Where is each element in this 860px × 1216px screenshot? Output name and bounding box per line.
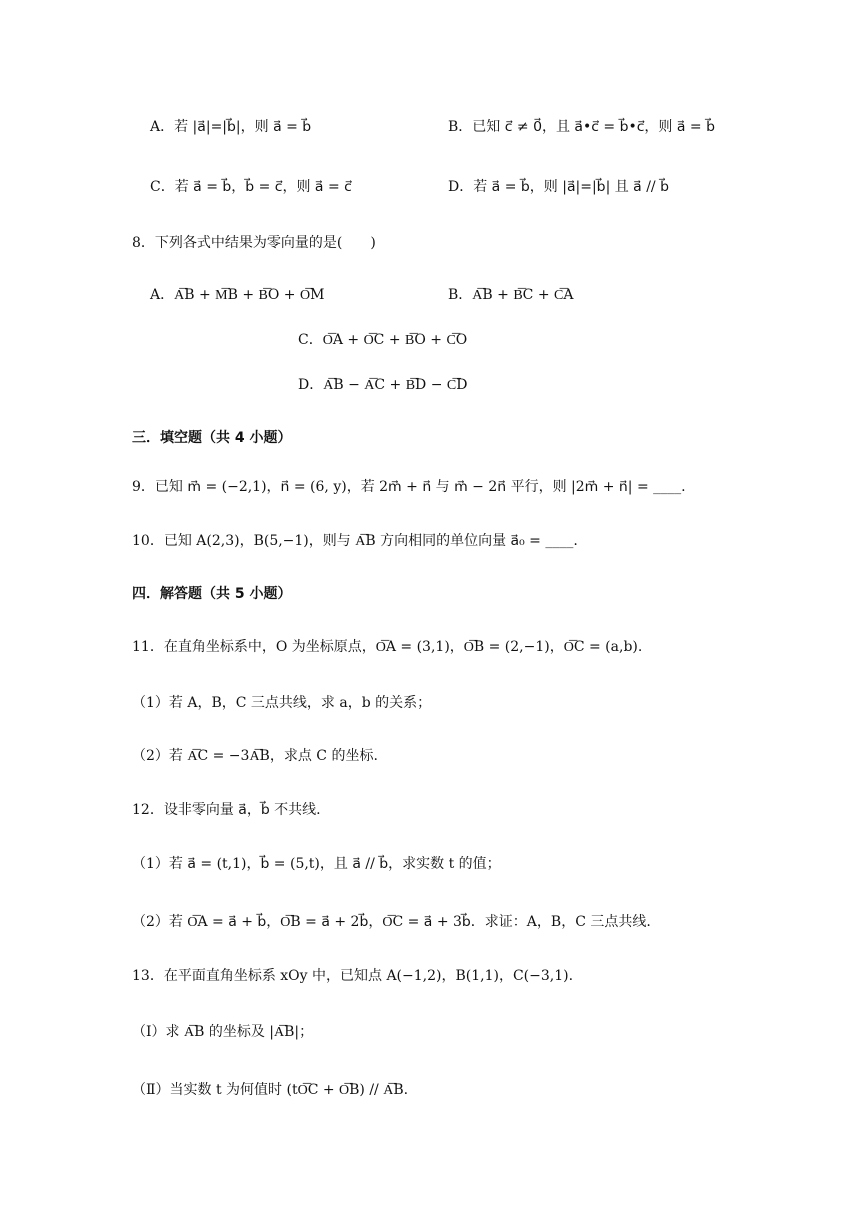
- q13-stem: 13．在平面直角坐标系 xOy 中，已知点 A(−1,2)，B(1,1)，C(−3,1).: [132, 968, 574, 984]
- q12-part-1: （1）若 a⃗ = (t,1)，b⃗ = (5,t)，且 a⃗ // b⃗，求实数 t 的值；: [132, 856, 501, 872]
- q13-part-2: （Ⅱ）当实数 t 为何值时 (tO͞C + O͞B) // A͞B.: [132, 1082, 409, 1098]
- q8-option-c: C．O͞A + O͞C + B͞O + C͞O: [298, 332, 468, 348]
- q8-stem: 8．下列各式中结果为零向量的是( ): [132, 235, 376, 251]
- q7-option-b: B．已知 c⃗ ≠ 0⃗，且 a⃗•c⃗ = b⃗•c⃗，则 a⃗ = b⃗: [448, 119, 715, 135]
- q7-option-d: D．若 a⃗ = b⃗，则 |a⃗|=|b⃗| 且 a⃗ // b⃗: [448, 179, 669, 195]
- q11-part-1: （1）若 A，B，C 三点共线，求 a，b 的关系；: [132, 695, 432, 711]
- q8-option-d: D．A͞B − A͞C + B͞D − C͞D: [298, 377, 468, 393]
- q8-option-a: A．A͞B + M͞B + B͞O + O͞M: [150, 287, 325, 303]
- q12-stem: 12．设非零向量 a⃗，b⃗ 不共线.: [132, 802, 321, 818]
- q11-part-2: （2）若 A͞C = −3A͞B，求点 C 的坐标.: [132, 748, 378, 764]
- q11-stem: 11．在直角坐标系中，O 为坐标原点，O͞A = (3,1)，O͞B = (2,−1)，O͞C = (a,b).: [132, 639, 643, 655]
- q10-text: 10．已知 A(2,3)，B(5,−1)，则与 A͞B 方向相同的单位向量 a⃗₀ = ____.: [132, 533, 578, 549]
- q7-option-c: C．若 a⃗ = b⃗，b⃗ = c⃗，则 a⃗ = c⃗: [150, 179, 352, 195]
- q13-part-1: （Ⅰ）求 A͞B 的坐标及 |A͞B|；: [132, 1024, 314, 1040]
- q8-option-b: B．A͞B + B͞C + C͞A: [448, 287, 574, 303]
- section-heading-fill-blank: 三．填空题（共 4 小题）: [132, 430, 292, 446]
- q7-option-a: A．若 |a⃗|=|b⃗|，则 a⃗ = b⃗: [150, 119, 312, 135]
- q9-text: 9．已知 m⃗ = (−2,1)，n⃗ = (6, y)，若 2m⃗ + n⃗ 与 m⃗ − 2n⃗ 平行，则 |2m⃗ + n⃗| = ____.: [132, 479, 686, 495]
- q12-part-2: （2）若 O͞A = a⃗ + b⃗，O͞B = a⃗ + 2b⃗，O͞C = a⃗ + 3b⃗．求证：A，B，C 三点共线.: [132, 914, 651, 930]
- section-heading-answer: 四．解答题（共 5 小题）: [132, 586, 292, 602]
